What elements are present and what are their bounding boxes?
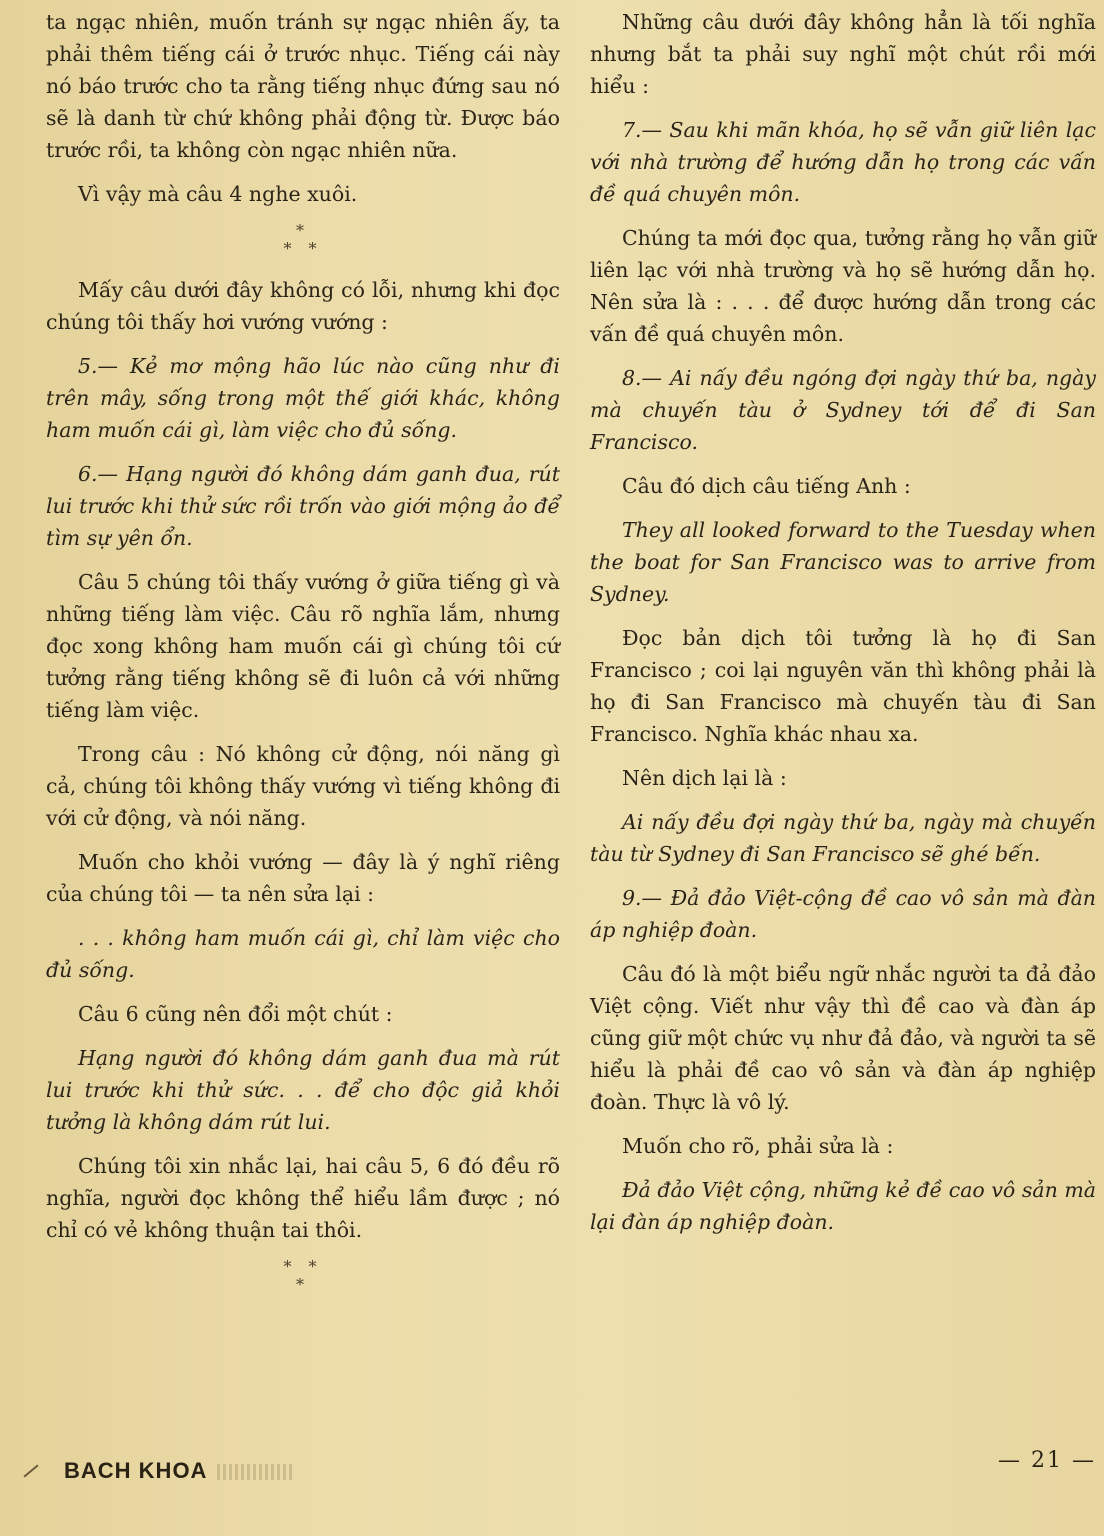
paragraph: Câu đó dịch câu tiếng Anh : (622, 474, 911, 498)
paragraph: ta ngạc nhiên, muốn tránh sự ngạc nhiên ấy, ta phải thêm tiếng cái ở trước nhục. Tiếng cái này nó báo trước cho ta rằng tiếng nhục đứng sau nó sẽ là danh từ chứ không phải động từ. Được báo trước rồi, ta không còn ngạc nhiên nữa. (46, 10, 560, 162)
paragraph: Trong câu : Nó không cử động, nói năng gì cả, chúng tôi không thấy vướng vì tiếng không đi với cử động, và nói năng. (46, 742, 560, 830)
paragraph: Đọc bản dịch tôi tưởng là họ đi San Francisco ; coi lại nguyên văn thì không phải là họ đi San Francisco mà chuyến tàu đi San Francisco. Nghĩa khác nhau xa. (590, 626, 1096, 746)
paragraph: Những câu dưới đây không hẳn là tối nghĩa nhưng bắt ta phải suy nghĩ một chút rồi mới hiểu : (590, 10, 1096, 98)
example-text: 6.— Hạng người đó không dám ganh đua, rút lui trước khi thử sức rồi trốn vào giới mộng ảo để tìm sự yên ổn. (46, 462, 560, 550)
correction-text: Ai nấy đều đợi ngày thứ ba, ngày mà chuyến tàu từ Sydney đi San Francisco sẽ ghé bến. (590, 810, 1096, 866)
example-sentence-9 (590, 882, 1096, 946)
magazine-name: BACH KHOA (64, 1458, 208, 1483)
paragraph: Vì vậy mà câu 4 nghe xuôi. (78, 182, 358, 206)
english-text: They all looked forward to the Tuesday when the boat for San Francisco was to arrive from Sydney. (590, 518, 1096, 606)
paragraph: Chúng ta mới đọc qua, tưởng rằng họ vẫn giữ liên lạc với nhà trường và họ sẽ hướng dẫn họ. Nên sửa là : . . . để được hướng dẫn trong các vấn đề quá chuyên môn. (590, 226, 1096, 346)
correction-sentence (590, 1174, 1096, 1238)
example-sentence-7 (590, 114, 1096, 210)
example-sentence-6 (46, 458, 560, 554)
page-number: — 21 — (998, 1448, 1096, 1473)
correction-sentence (590, 806, 1096, 870)
separator-stars-top: * * (283, 1257, 323, 1276)
paragraph: Nên dịch lại là : (622, 766, 787, 790)
left-column (46, 6, 560, 1310)
faded-print-mark (217, 1464, 293, 1480)
correction-sentence (46, 1042, 560, 1138)
correction-text: Hạng người đó không dám ganh đua mà rút lui trước khi thử sức. . . để cho độc giả khỏi tưởng là không dám rút lui. (46, 1046, 560, 1134)
english-original (590, 514, 1096, 610)
example-text: 7.— Sau khi mãn khóa, họ sẽ vẫn giữ liên lạc với nhà trường để hướng dẫn họ trong các vấn đề quá chuyên môn. (590, 118, 1096, 206)
right-column (590, 6, 1096, 1250)
paragraph: Mấy câu dưới đây không có lỗi, nhưng khi đọc chúng tôi thấy hơi vướng vướng : (46, 278, 560, 334)
paragraph: Muốn cho rõ, phải sửa là : (622, 1134, 894, 1158)
separator-stars-bottom: * * (283, 239, 323, 258)
example-text: 5.— Kẻ mơ mộng hão lúc nào cũng như đi trên mây, sống trong một thế giới khác, không ham muốn cái gì, làm việc cho đủ sống. (46, 354, 560, 442)
footer-magazine (64, 1458, 293, 1484)
separator-stars-bottom: * (296, 1275, 310, 1294)
paragraph: Chúng tôi xin nhắc lại, hai câu 5, 6 đó đều rõ nghĩa, người đọc không thể hiểu lầm được ; nó chỉ có vẻ không thuận tai thôi. (46, 1154, 560, 1242)
section-separator (46, 222, 560, 258)
page-edge-mark (23, 1464, 38, 1477)
paragraph: Câu đó là một biểu ngữ nhắc người ta đả đảo Việt cộng. Viết như vậy thì đề cao và đàn áp cũng giữ một chức vụ như đả đảo, và người ta sẽ hiểu là phải đề cao vô sản và đàn áp nghiệp đoàn. Thực là vô lý. (590, 962, 1096, 1114)
section-separator (46, 1258, 560, 1294)
example-sentence-5 (46, 350, 560, 446)
paragraph: Câu 5 chúng tôi thấy vướng ở giữa tiếng gì và những tiếng làm việc. Câu rõ nghĩa lắm, nhưng đọc xong không ham muốn cái gì chúng tôi cứ tưởng rằng tiếng không sẽ đi luôn cả với những tiếng làm việc. (46, 570, 560, 722)
example-text: 9.— Đả đảo Việt-cộng đề cao vô sản mà đàn áp nghiệp đoàn. (590, 886, 1096, 942)
correction-text: . . . không ham muốn cái gì, chỉ làm việc cho đủ sống. (46, 926, 560, 982)
paragraph: Muốn cho khỏi vướng — đây là ý nghĩ riêng của chúng tôi — ta nên sửa lại : (46, 850, 560, 906)
correction-sentence (46, 922, 560, 986)
paragraph: Câu 6 cũng nên đổi một chút : (78, 1002, 393, 1026)
correction-text: Đả đảo Việt cộng, những kẻ đề cao vô sản mà lại đàn áp nghiệp đoàn. (590, 1178, 1096, 1234)
separator-stars-top: * (296, 221, 310, 240)
example-text: 8.— Ai nấy đều ngóng đợi ngày thứ ba, ngày mà chuyến tàu ở Sydney tới để đi San Francisco. (590, 366, 1096, 454)
example-sentence-8 (590, 362, 1096, 458)
